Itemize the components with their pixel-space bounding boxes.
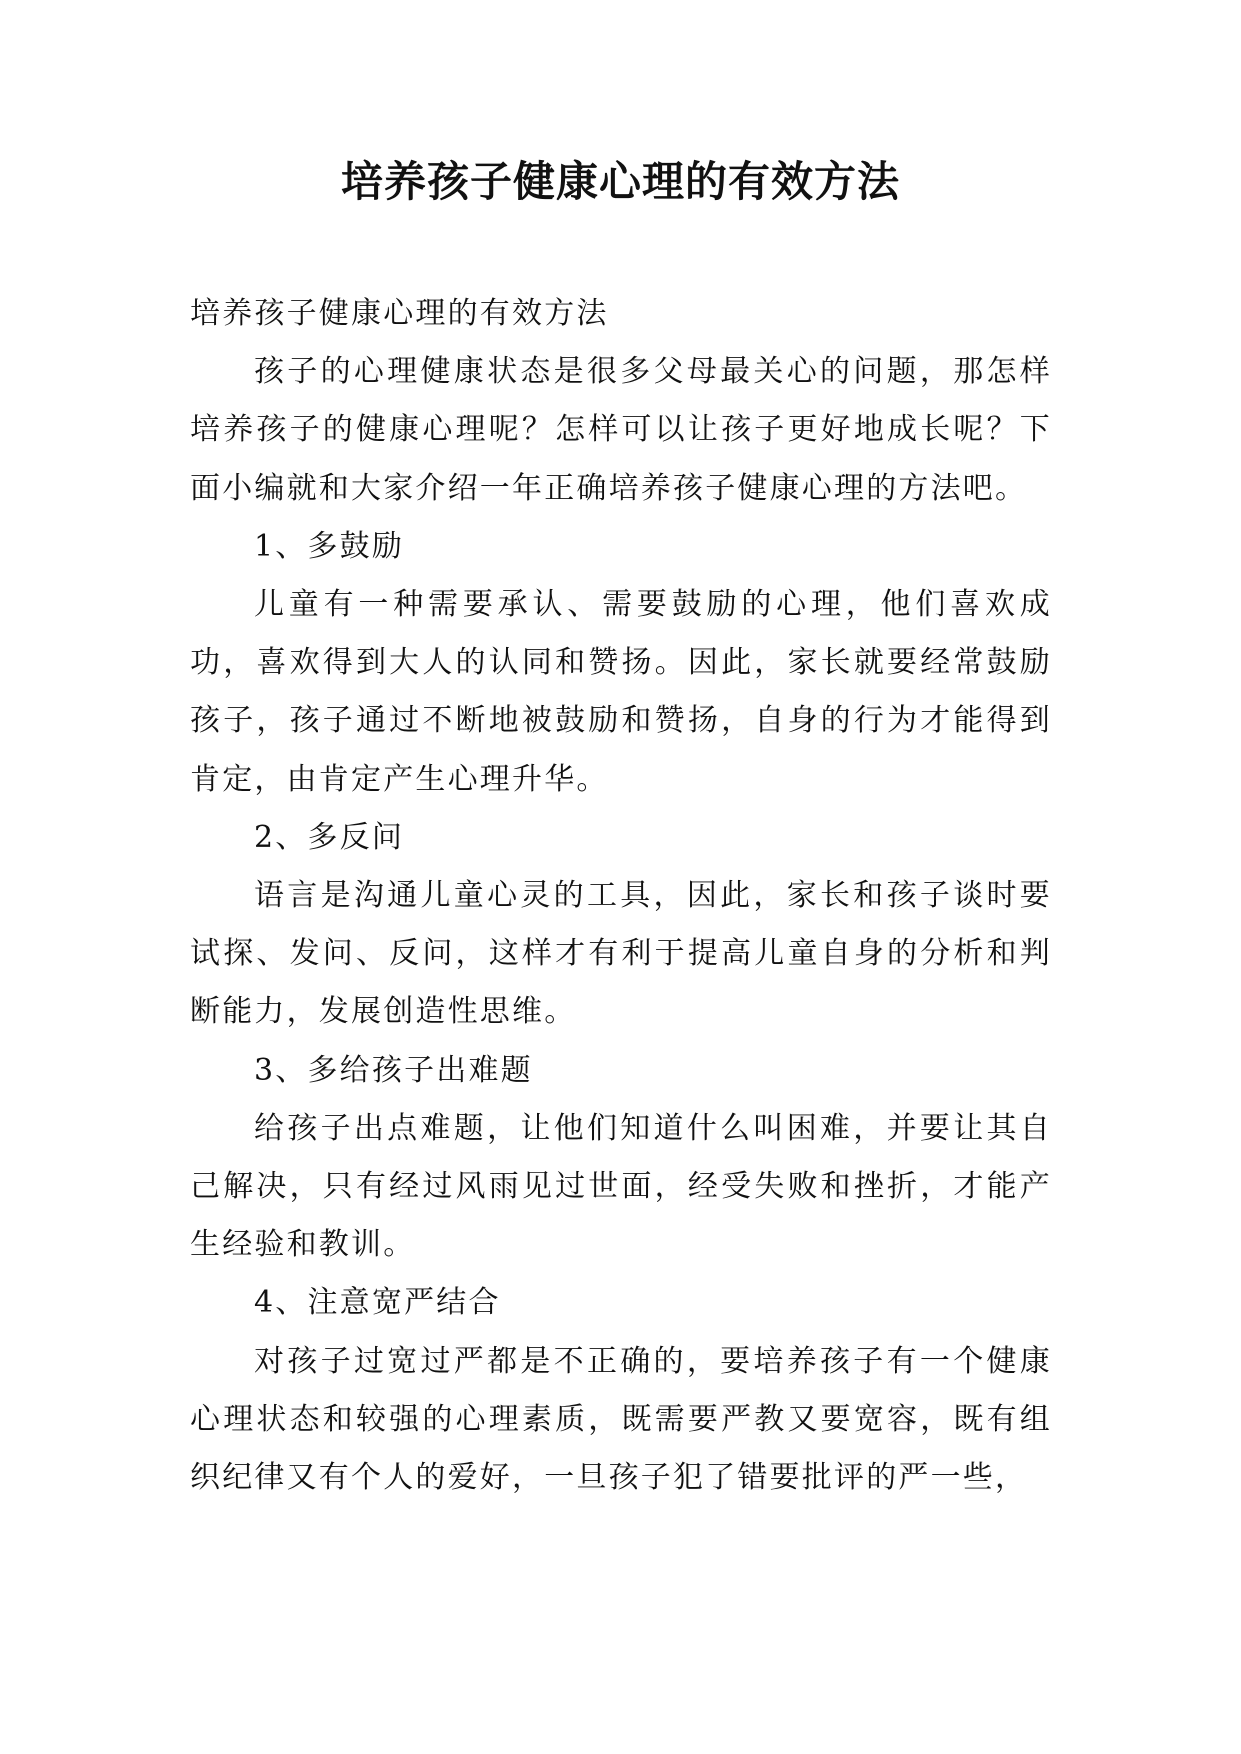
subtitle-paragraph: 培养孩子健康心理的有效方法 bbox=[190, 296, 609, 331]
section-heading-2: 2、多反问 bbox=[254, 819, 405, 855]
section-paragraph-1: 儿童有一种需要承认、需要鼓励的心理，他们喜欢成功，喜欢得到大人的认同和赞扬。因此，家长就要经常鼓励孩子，孩子通过不断地被鼓励和赞扬，自身的行为才能得到肯定，由肯定产生心理升华。 bbox=[190, 587, 1052, 797]
section-heading-1: 1、多鼓励 bbox=[254, 528, 405, 564]
intro-paragraph: 孩子的心理健康状态是很多父母最关心的问题，那怎样培养孩子的健康心理呢？怎样可以让孩子更好地成长呢？下面小编就和大家介绍一年正确培养孩子健康心理的方法吧。 bbox=[190, 354, 1052, 506]
section-paragraph-3: 给孩子出点难题，让他们知道什么叫困难，并要让其自己解决，只有经过风雨见过世面，经受失败和挫折，才能产生经验和教训。 bbox=[190, 1110, 1052, 1263]
section-heading-3: 3、多给孩子出难题 bbox=[254, 1052, 533, 1088]
document-title: 培养孩子健康心理的有效方法 bbox=[340, 157, 900, 206]
section-paragraph-2: 语言是沟通儿童心灵的工具，因此，家长和孩子谈时要试探、发问、反问，这样才有利于提高儿童自身的分析和判断能力，发展创造性思维。 bbox=[190, 878, 1052, 1030]
section-paragraph-4: 对孩子过宽过严都是不正确的，要培养孩子有一个健康心理状态和较强的心理素质，既需要严教又要宽容，既有组织纪律又有个人的爱好，一旦孩子犯了错要批评的严一些， bbox=[190, 1343, 1052, 1496]
document-body bbox=[190, 285, 1052, 1507]
section-heading-4: 4、注意宽严结合 bbox=[254, 1285, 501, 1321]
